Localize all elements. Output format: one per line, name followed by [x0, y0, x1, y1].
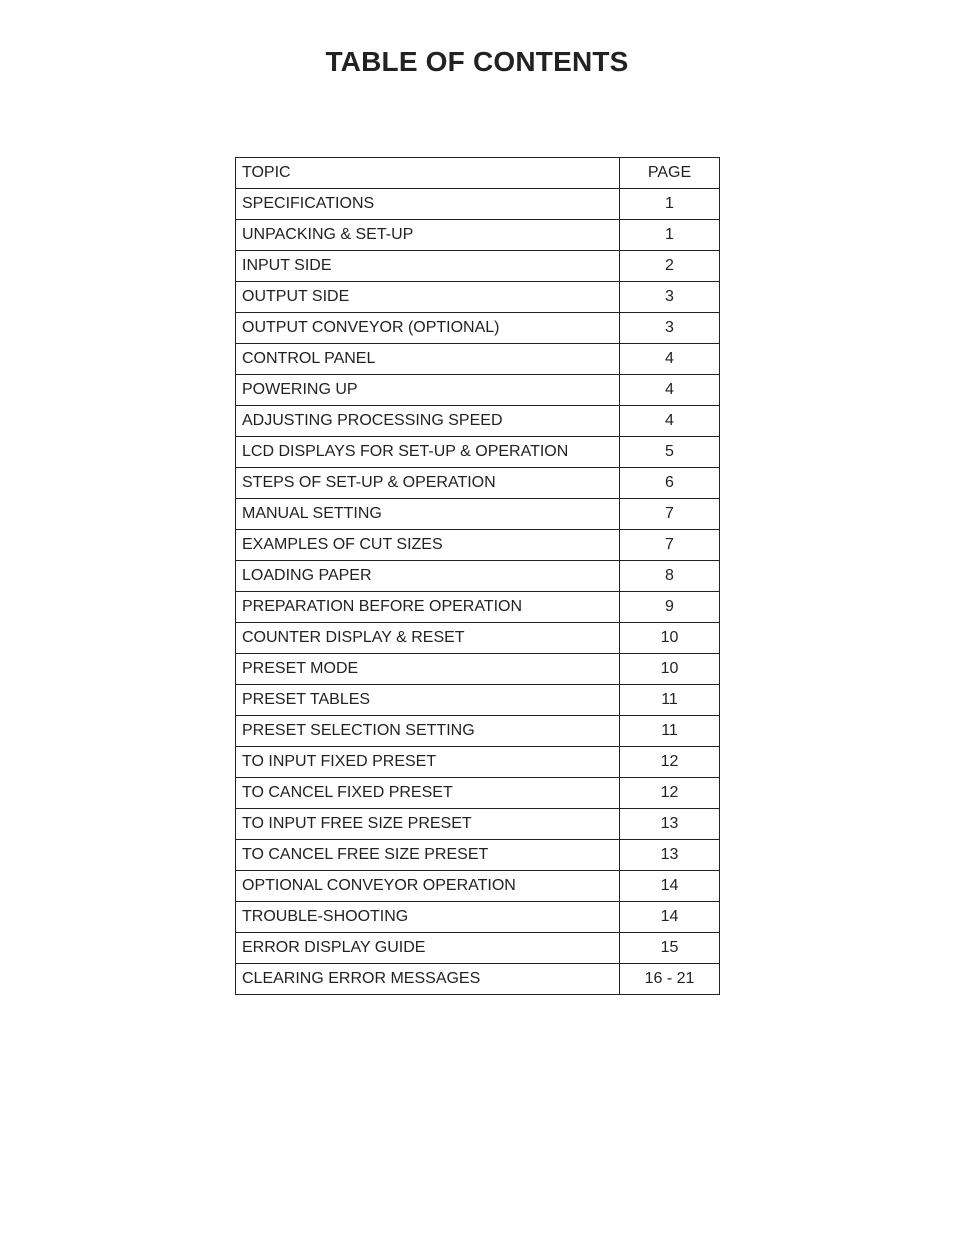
page-number-cell: 3 — [620, 313, 720, 344]
page-number-cell: 6 — [620, 468, 720, 499]
table-row — [236, 282, 720, 313]
topic-cell: LCD DISPLAYS FOR SET-UP & OPERATION — [236, 437, 620, 468]
page-number-cell: 14 — [620, 902, 720, 933]
page-number-cell: 1 — [620, 189, 720, 220]
table-row — [236, 437, 720, 468]
topic-cell: COUNTER DISPLAY & RESET — [236, 623, 620, 654]
table-row — [236, 747, 720, 778]
topic-cell: OUTPUT SIDE — [236, 282, 620, 313]
topic-cell: CONTROL PANEL — [236, 344, 620, 375]
table-header-row — [236, 158, 720, 189]
topic-cell: LOADING PAPER — [236, 561, 620, 592]
topic-cell: MANUAL SETTING — [236, 499, 620, 530]
page-number-cell: 16 - 21 — [620, 964, 720, 995]
page-number-cell: 1 — [620, 220, 720, 251]
topic-cell: EXAMPLES OF CUT SIZES — [236, 530, 620, 561]
page-number-cell: 15 — [620, 933, 720, 964]
topic-cell: OUTPUT CONVEYOR (OPTIONAL) — [236, 313, 620, 344]
table-row — [236, 561, 720, 592]
page-number-cell: 5 — [620, 437, 720, 468]
table-row — [236, 313, 720, 344]
page-number-cell: 11 — [620, 716, 720, 747]
table-row — [236, 778, 720, 809]
table-row — [236, 344, 720, 375]
table-row — [236, 406, 720, 437]
page-number-cell: 14 — [620, 871, 720, 902]
topic-cell: OPTIONAL CONVEYOR OPERATION — [236, 871, 620, 902]
page-number-cell: 12 — [620, 747, 720, 778]
topic-cell: SPECIFICATIONS — [236, 189, 620, 220]
page-column-header: PAGE — [620, 158, 720, 189]
page-number-cell: 13 — [620, 809, 720, 840]
page-number-cell: 10 — [620, 623, 720, 654]
table-row — [236, 933, 720, 964]
topic-cell: PRESET MODE — [236, 654, 620, 685]
page-number-cell: 7 — [620, 499, 720, 530]
page-number-cell: 2 — [620, 251, 720, 282]
page-number-cell: 4 — [620, 406, 720, 437]
page-number-cell: 4 — [620, 344, 720, 375]
topic-cell: ERROR DISPLAY GUIDE — [236, 933, 620, 964]
page-number-cell: 7 — [620, 530, 720, 561]
table-row — [236, 468, 720, 499]
table-row — [236, 251, 720, 282]
topic-cell: TO INPUT FIXED PRESET — [236, 747, 620, 778]
table-row — [236, 530, 720, 561]
page-number-cell: 8 — [620, 561, 720, 592]
toc-table — [235, 157, 720, 995]
topic-cell: TO CANCEL FIXED PRESET — [236, 778, 620, 809]
table-row — [236, 654, 720, 685]
topic-cell: PREPARATION BEFORE OPERATION — [236, 592, 620, 623]
toc-table-body — [236, 158, 720, 995]
table-row — [236, 189, 720, 220]
table-row — [236, 220, 720, 251]
table-row — [236, 716, 720, 747]
page-number-cell: 12 — [620, 778, 720, 809]
page-number-cell: 4 — [620, 375, 720, 406]
table-row — [236, 809, 720, 840]
page-number-cell: 13 — [620, 840, 720, 871]
topic-cell: INPUT SIDE — [236, 251, 620, 282]
topic-cell: TROUBLE-SHOOTING — [236, 902, 620, 933]
topic-cell: TO INPUT FREE SIZE PRESET — [236, 809, 620, 840]
table-row — [236, 685, 720, 716]
topic-cell: PRESET SELECTION SETTING — [236, 716, 620, 747]
page-number-cell: 11 — [620, 685, 720, 716]
topic-cell: POWERING UP — [236, 375, 620, 406]
table-row — [236, 964, 720, 995]
table-row — [236, 592, 720, 623]
table-row — [236, 499, 720, 530]
topic-cell: UNPACKING & SET-UP — [236, 220, 620, 251]
table-row — [236, 871, 720, 902]
table-row — [236, 623, 720, 654]
table-row — [236, 840, 720, 871]
page-title: TABLE OF CONTENTS — [325, 46, 629, 77]
topic-cell: STEPS OF SET-UP & OPERATION — [236, 468, 620, 499]
topic-cell: ADJUSTING PROCESSING SPEED — [236, 406, 620, 437]
topic-cell: TO CANCEL FREE SIZE PRESET — [236, 840, 620, 871]
page-number-cell: 3 — [620, 282, 720, 313]
topic-column-header: TOPIC — [236, 158, 620, 189]
table-row — [236, 902, 720, 933]
topic-cell: PRESET TABLES — [236, 685, 620, 716]
page-number-cell: 9 — [620, 592, 720, 623]
topic-cell: CLEARING ERROR MESSAGES — [236, 964, 620, 995]
table-row — [236, 375, 720, 406]
page-number-cell: 10 — [620, 654, 720, 685]
